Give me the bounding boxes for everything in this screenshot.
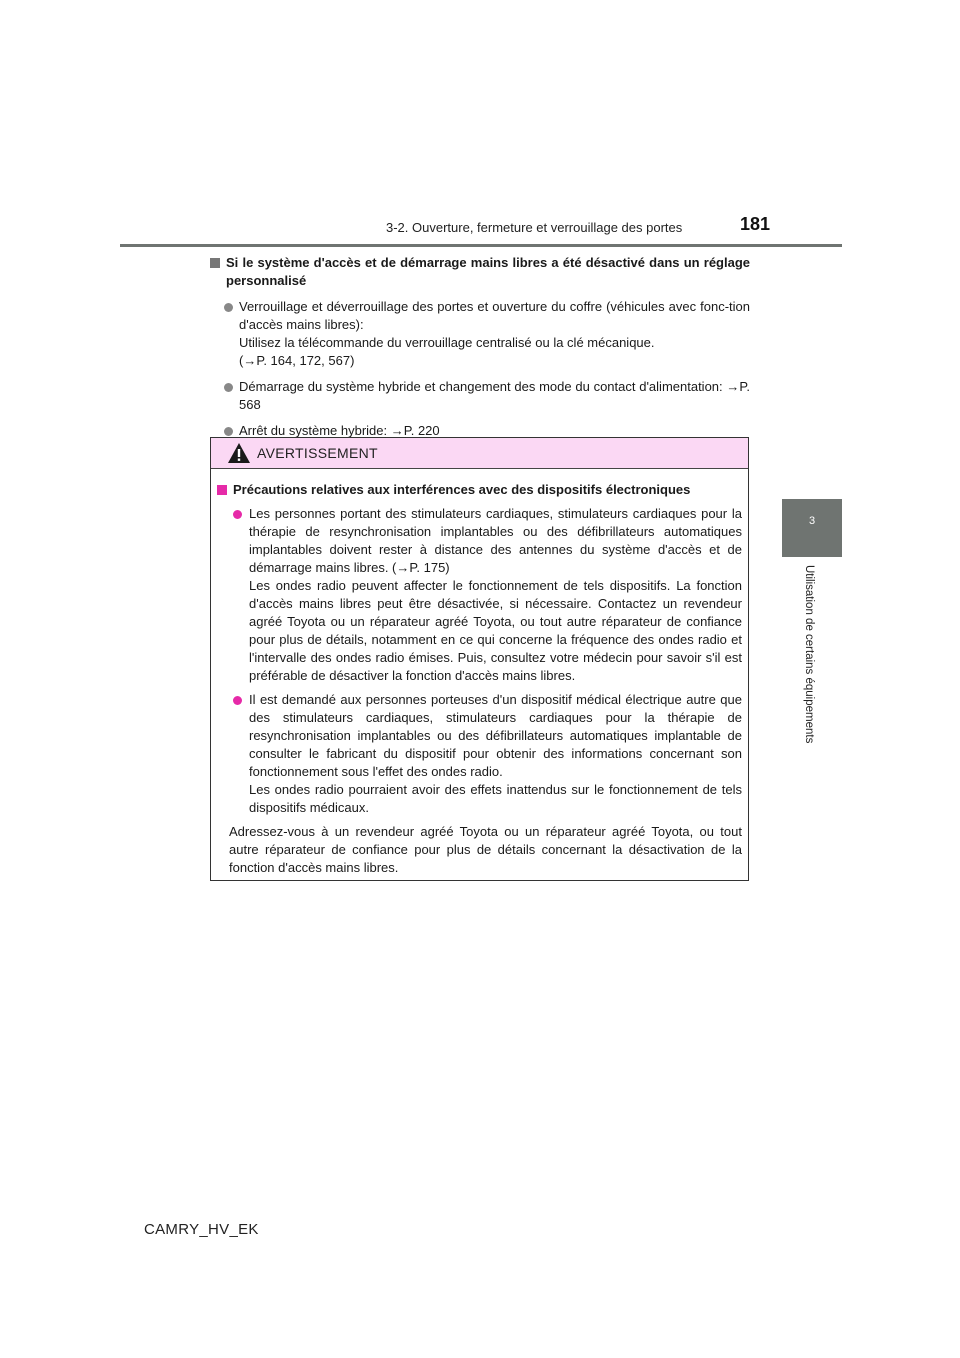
warning-body bbox=[211, 469, 748, 877]
circle-bullet-icon bbox=[224, 303, 233, 312]
warning-footer-text: Adressez-vous à un revendeur agréé Toyota ou un réparateur agréé Toyota, ou tout autre réparateur de confiance pour plus de détails concernant la désactivation de la fonction d'accès mains libres. bbox=[229, 824, 742, 875]
warning-item-text: Les personnes portant des stimulateurs cardiaques, stimulateurs cardiaques pour la thérapie de resynchronisation implantables ou des défibrillateurs automatiques implantables doivent rester à distance des antennes du système d'accès et de démarrage mains libres. (→P. 175) bbox=[249, 506, 742, 575]
warning-item-text: Il est demandé aux personnes porteuses d'un dispositif médical électrique autre que des stimulateurs cardiaques, stimulateurs cardiaques pour la thérapie de resynchronisation implantables ou des défibrillateurs automatiques implantable de consulter le fabricant du dispositif pour obtenir des informations concernant son fonctionnement sous l'effet des ondes radio. bbox=[249, 692, 742, 779]
document-code: CAMRY_HV_EK bbox=[144, 1221, 259, 1238]
warning-heading bbox=[217, 481, 742, 499]
list-item-text: Verrouillage et déverrouillage des portes et ouverture du coffre (véhicules avec fonc-tion d'accès mains libres): bbox=[239, 299, 750, 332]
warning-box bbox=[210, 437, 749, 881]
warning-list-item bbox=[233, 691, 742, 817]
warning-title: AVERTISSEMENT bbox=[257, 445, 378, 461]
chapter-tab bbox=[782, 499, 842, 557]
warning-heading-text: Précautions relatives aux interférences avec des dispositifs électroniques bbox=[233, 482, 691, 497]
page-number: 181 bbox=[740, 214, 771, 234]
square-bullet-icon bbox=[210, 258, 220, 268]
circle-bullet-icon bbox=[233, 510, 242, 519]
list-item-text: Démarrage du système hybride et changement des mode du contact d'alimentation: →P. 568 bbox=[239, 379, 750, 412]
list-item-text: Arrêt du système hybride: →P. 220 bbox=[239, 423, 440, 438]
list-item-text: Utilisez la télécommande du verrouillage centralisé ou la clé mécanique. bbox=[239, 335, 655, 350]
warning-list-item bbox=[233, 505, 742, 685]
chapter-tab-label: Utilisation de certains équipements bbox=[803, 565, 815, 744]
list-item bbox=[224, 378, 750, 414]
header-divider bbox=[120, 244, 842, 247]
page-reference: (→P. 164, 172, 567) bbox=[239, 353, 355, 368]
warning-item-text: Les ondes radio peuvent affecter le fonctionnement de tels dispositifs. La fonction d'accès mains libres peut être désactivée, si nécessaire. Contactez un revendeur agréé Toyota ou un réparateur agréé Toyota, ou tout autre réparateur de confiance pour plus de détails, notamment en ce qui concerne la fréquence des ondes radio et l'intervalle des ondes radio émises. Puis, consultez votre médecin pour savoir s'il est préférable de désactiver la fonction d'accès mains libres. bbox=[249, 578, 742, 683]
square-bullet-icon bbox=[217, 485, 227, 495]
page-header-title: 3-2. Ouverture, fermeture et verrouillage des portes bbox=[386, 220, 683, 235]
section-heading bbox=[210, 254, 750, 290]
section-heading-text: Si le système d'accès et de démarrage mains libres a été désactivé dans un réglage personnalisé bbox=[226, 255, 750, 288]
warning-header bbox=[211, 438, 748, 469]
section-content bbox=[210, 254, 750, 448]
circle-bullet-icon bbox=[224, 427, 233, 436]
circle-bullet-icon bbox=[233, 696, 242, 705]
warning-triangle-icon bbox=[227, 442, 251, 464]
list-item bbox=[224, 298, 750, 370]
warning-item-text: Les ondes radio pourraient avoir des effets inattendus sur le fonctionnement de tels dispositifs médicaux. bbox=[249, 782, 742, 815]
chapter-tab-number: 3 bbox=[808, 515, 816, 527]
circle-bullet-icon bbox=[224, 383, 233, 392]
